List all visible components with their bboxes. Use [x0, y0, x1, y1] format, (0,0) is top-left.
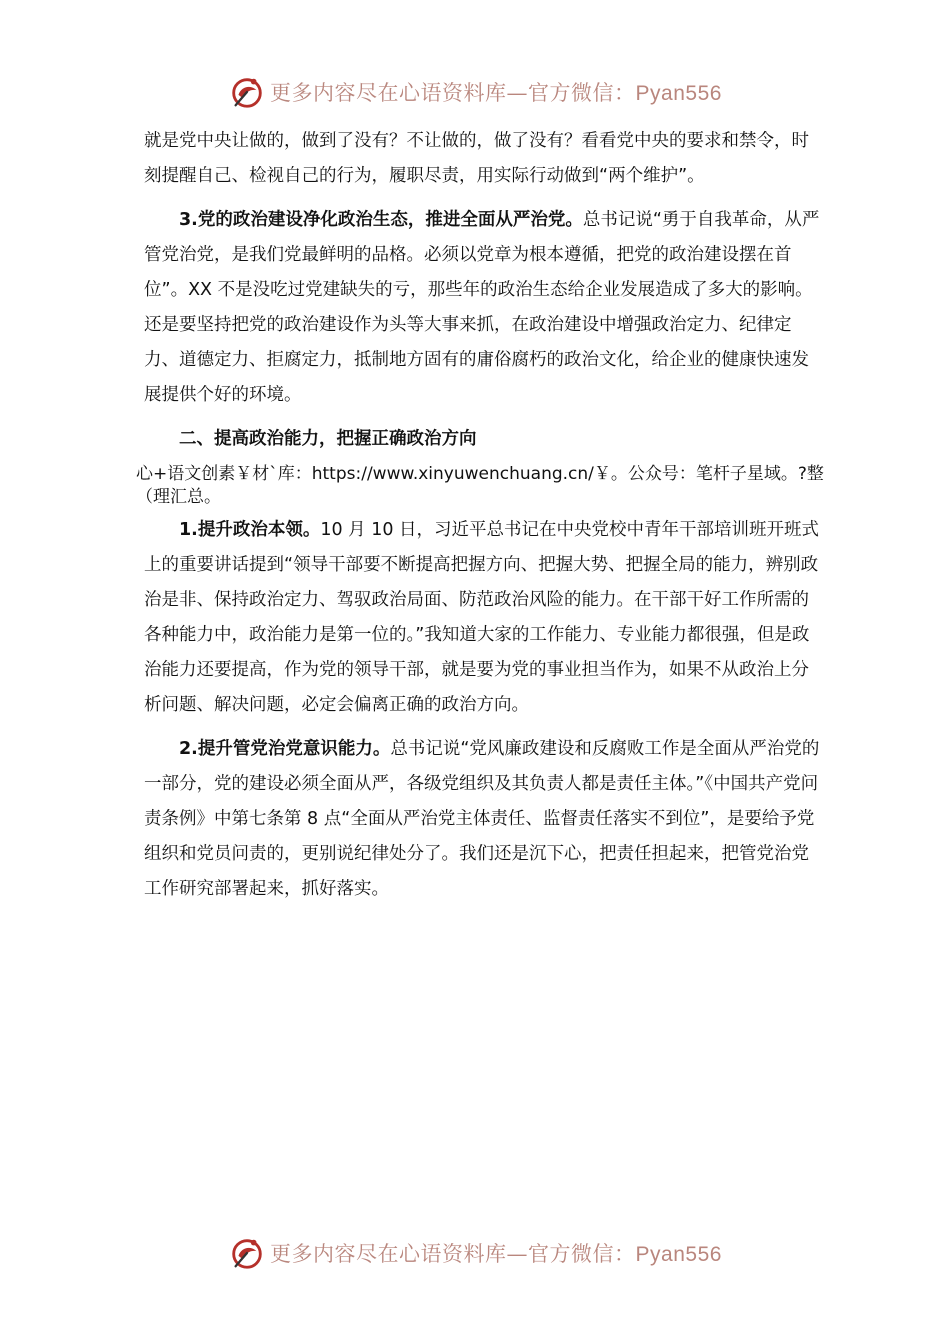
section-heading-2: 二、提高政治能力，把握正确政治方向	[179, 429, 477, 449]
footer-banner	[0, 1231, 950, 1275]
watermark-text: 心+语文创素￥材`库：https://www.xinyuwenchuang.cn/￥。公众号：笔杆子星域。?整（理汇总。	[136, 464, 824, 507]
paragraph-continued: 就是党中央让做的，做到了没有？不让做的，做了没有？看看党中央的要求和禁令，时刻提醒自己、检视自己的行为，履职尽责，用实际行动做到“两个维护”。	[144, 131, 809, 186]
paragraph-2-1: 1.提升政治本领。10 月 10 日，习近平总书记在中央党校中青年干部培训班开班式上的重要讲话提到“领导干部要不断提高把握方向、把握大势、把握全局的能力，辨别政治是非、保持政治定力、驾驭政治局面、防范政治风险的能力。在干部干好工作所需的各种能力中，政治能力是第一位的。”我知道大家的工作能力、专业能力都很强，但是政治能力还要提高，作为党的领导干部，就是要为党的事业担当作为，如果不从政治上分析问题、解决问题，必定会偏离正确的政治方向。	[144, 520, 820, 715]
header-banner	[0, 70, 950, 114]
banner-text: 更多内容尽在心语资料库—官方微信：Pyan556	[270, 81, 722, 105]
brand-logo-icon	[228, 73, 266, 111]
document-body	[136, 124, 824, 907]
paragraph-3: 3.党的政治建设净化政治生态，推进全面从严治党。总书记说“勇于自我革命，从严管党治党，是我们党最鲜明的品格。必须以党章为根本遵循，把党的政治建设摆在首位”。XX 不是没吃过党建缺失的亏，那些年的政治生态给企业发展造成了多大的影响。还是要坚持把党的政治建设作为头等大事来抓，在政治建设中增强政治定力、纪律定力、道德定力、拒腐定力，抵制地方固有的庸俗腐朽的政治文化，给企业的健康快速发展提供个好的环境。	[144, 210, 820, 405]
banner-text: 更多内容尽在心语资料库—官方微信：Pyan556	[270, 1242, 722, 1266]
paragraph-2-2: 2.提升管党治党意识能力。总书记说“党风廉政建设和反腐败工作是全面从严治党的一部分，党的建设必须全面从严，各级党组织及其负责人都是责任主体。”《中国共产党问责条例》中第七条第 8 点“全面从严治党主体责任、监督责任落实不到位”，是要给予党组织和党员问责的，更别说纪律处分了。我们还是沉下心，把责任担起来，把管党治党工作研究部署起来，抓好落实。	[144, 739, 820, 899]
brand-logo-icon	[228, 1234, 266, 1272]
